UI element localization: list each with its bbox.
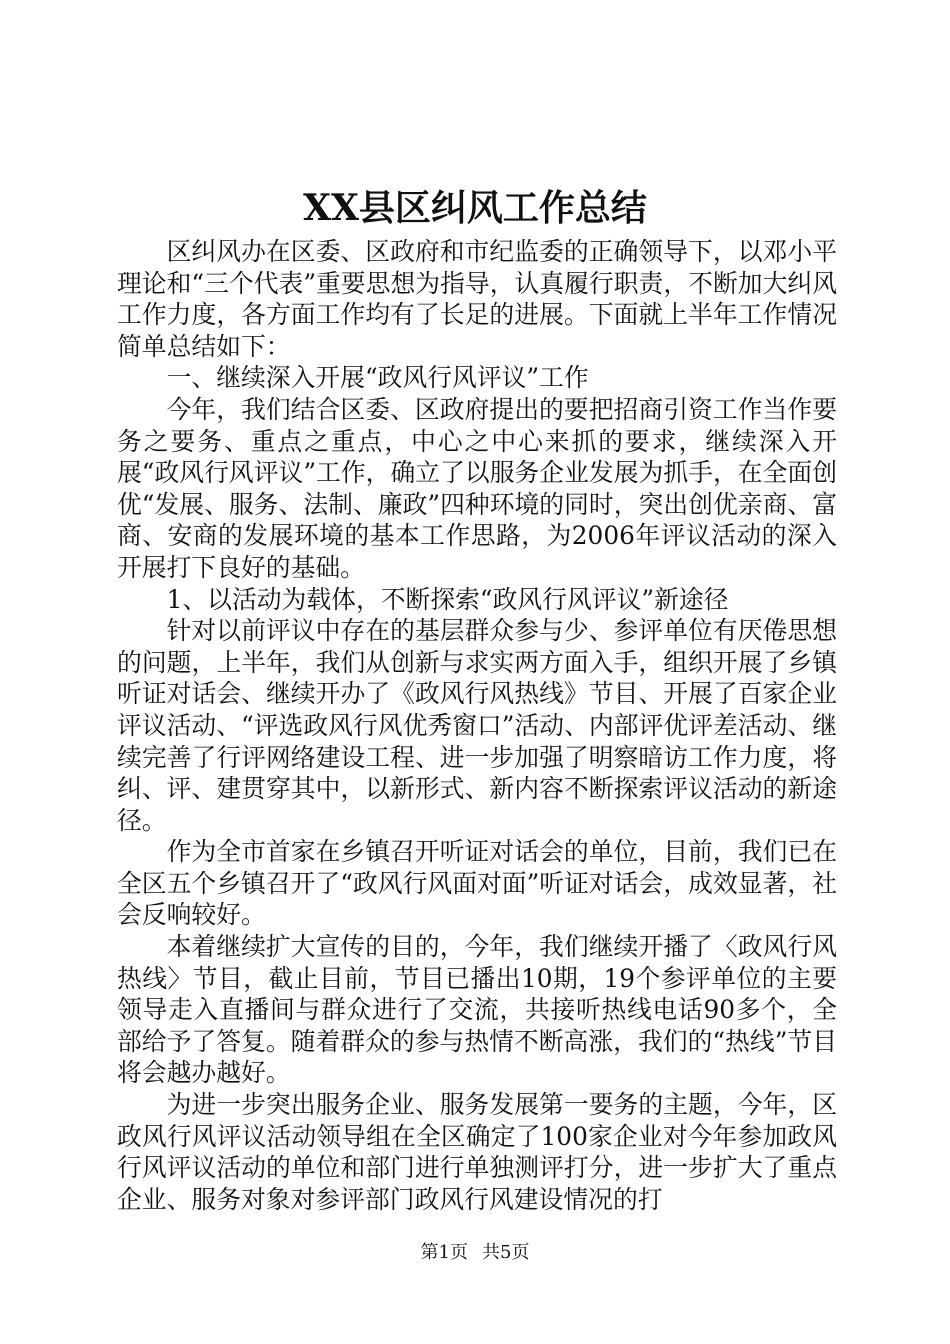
section-heading-1: 一、继续深入开展“政风行风评议”工作 (166, 363, 589, 393)
page-footer (0, 1241, 950, 1265)
page-number: 第1页 (420, 1242, 468, 1263)
subsection-heading-1: 1、以活动为载体，不断探索“政风行风评议”新途径 (166, 584, 729, 614)
document-body (117, 236, 837, 1215)
document-title: XX县区纠风工作总结 (303, 187, 647, 229)
paragraph: 今年，我们结合区委、区政府提出的要把招商引资工作当作要务之要务、重点之重点，中心之中心来抓的要求，继续深入开展“政风行风评议”工作，确立了以服务企业发展为抓手，在全面创优“发展、服务、法制、廉政”四种环境的同时，突出创优亲商、富商、安商的发展环境的基本工作思路，为2006年评议活动的深入开展打下良好的基础。 (117, 394, 837, 582)
paragraph: 作为全市首家在乡镇召开听证对话会的单位，目前，我们已在全区五个乡镇召开了“政风行风面对面”听证对话会，成效显著，社会反响较好。 (117, 837, 837, 930)
paragraph: 为进一步突出服务企业、服务发展第一要务的主题，今年，区政风行风评议活动领导组在全区确定了100家企业对今年参加政风行风评议活动的单位和部门进行单独测评打分，进一步扩大了重点企业、服务对象对参评部门政风行风建设情况的打 (117, 1090, 837, 1214)
paragraph-intro: 区纠风办在区委、区政府和市纪监委的正确领导下，以邓小平理论和“三个代表”重要思想为指导，认真履行职责，不断加大纠风工作力度，各方面工作均有了长足的进展。下面就上半年工作情况简单总结如下： (117, 237, 837, 361)
page-total: 共5页 (482, 1242, 530, 1263)
paragraph: 本着继续扩大宣传的目的，今年，我们继续开播了〈政风行风热线〉节目，截止目前，节目已播出10期，19个参评单位的主要领导走入直播间与群众进行了交流，共接听热线电话90多个，全部给予了答复。随着群众的参与热情不断高涨，我们的“热线”节目将会越办越好。 (117, 932, 837, 1088)
paragraph: 针对以前评议中存在的基层群众参与少、参评单位有厌倦思想的问题，上半年，我们从创新与求实两方面入手，组织开展了乡镇听证对话会、继续开办了《政风行风热线》节目、开展了百家企业评议活动、“评选政风行风优秀窗口”活动、内部评优评差活动、继续完善了行评网络建设工程、进一步加强了明察暗访工作力度，将纠、评、建贯穿其中，以新形式、新内容不断探索评议活动的新途径。 (117, 616, 837, 835)
